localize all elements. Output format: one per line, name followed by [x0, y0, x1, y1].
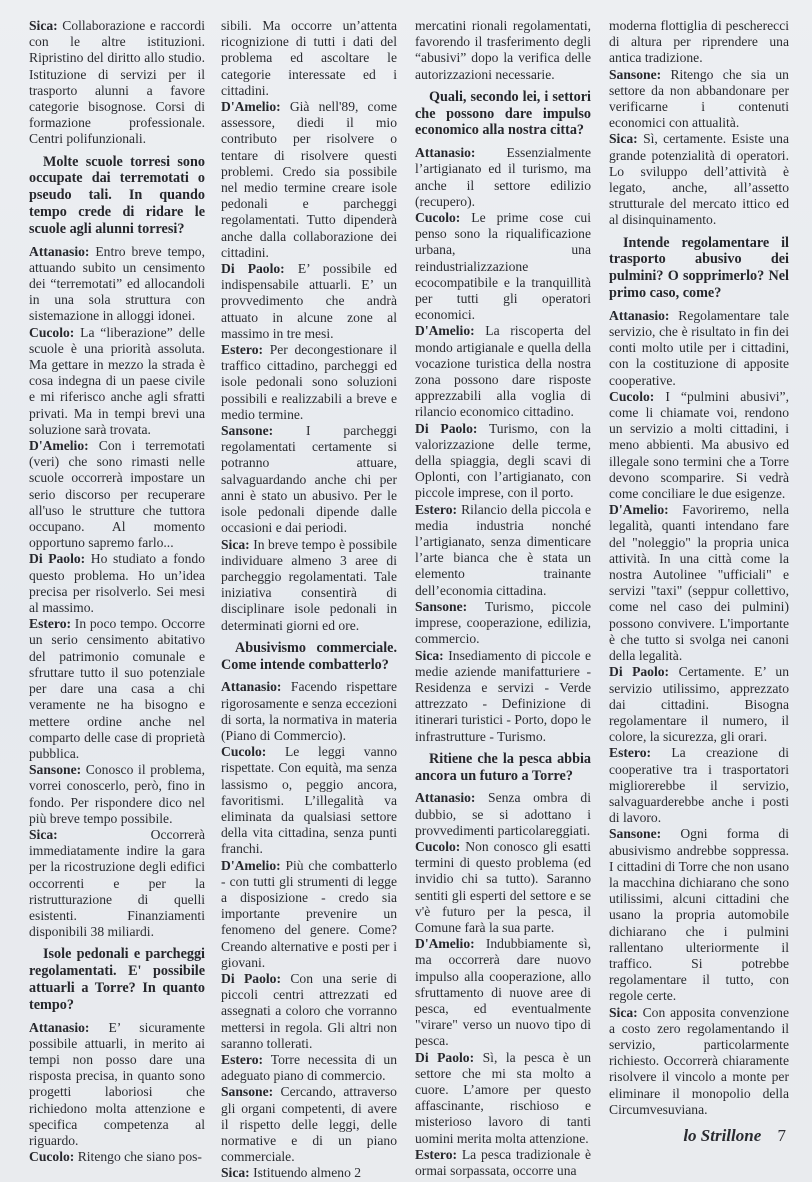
speaker-name: Cucolo: [29, 1149, 75, 1165]
speaker-name: Estero: [609, 745, 652, 761]
interview-answer [609, 745, 789, 826]
answer-text: Con i terremotati (veri) che sono rimasti nelle scuole occorrerà impostare un serio discorso per recuperare all'uso le strutture che tuttora occupano. Al momento opportuno sapremo farlo... [29, 438, 205, 551]
speaker-name: Sica: [609, 131, 638, 147]
interview-answer [415, 145, 591, 210]
answer-text: Cercando, attraverso gli organi competenti, di avere il rispetto delle leggi, delle normative e di un piano commerciale. [221, 1084, 397, 1165]
speaker-name: Sansone: [609, 66, 662, 82]
answer-text: Per decongestionare il traffico cittadino, parcheggi ed isole pedonali sono soluzioni possibili e realizzabili a breve e medio termine. [221, 342, 397, 422]
page-number: 7 [777, 1126, 786, 1145]
answer-text: La riscoperta del mondo artigianale e quella della vocazione turistica della nostra zona possono dare risposte apprezzabili alla voglia di rilancio economico cittadino. [415, 323, 591, 420]
answer-text: Turismo, con la valorizzazione delle terme, della spiaggia, degli scavi di Oplonti, con l’artigianato, con piccole imprese, con il porto. [415, 420, 591, 501]
interview-answer [29, 616, 205, 762]
speaker-name: Di Paolo: [415, 1049, 475, 1065]
interview-answer [221, 1052, 397, 1084]
speaker-name: Di Paolo: [415, 420, 478, 436]
speaker-name: Cucolo: [415, 210, 461, 226]
interview-answer [29, 1020, 205, 1150]
answer-text: E’ possibile ed indispensabile attuarli. E’ un provvedimento che andrà attuato in alcune zone al massimo in tre mesi. [221, 261, 397, 341]
answer-text: Favoriremo, nella legalità, quanti intendano fare del "noleggio" la propria unica attività. In una città come la nostra Autolinee "ufficiali" e servizi "taxi" (seppur collettivo, come nel caso dei pulmini) possono convivere. L'importante è che tutto si svolga nei canoni della legalità. [609, 502, 789, 664]
speaker-name: Attanasio: [29, 243, 90, 259]
speaker-name: D'Amelio: [221, 857, 281, 873]
answer-text: Ritengo che siano pos- [77, 1149, 202, 1165]
answer-text: La pesca tradizionale è ormai sorpassata, occorre una [415, 1146, 591, 1178]
answer-text: Con una serie di piccoli centri attrezzati ed assegnati a coloro che vorranno mettersi in regola. Gli altri non saranno tollerati. [221, 970, 397, 1051]
speaker-name: Sansone: [415, 598, 468, 614]
interview-answer [609, 664, 789, 745]
answer-text: Già nell'89, come assessore, diedi il mio contributo per risolvere o tentare di risolvere questi problemi. Credo sia possibile nel medio termine creare isole pedonali e parcheggi regolamentati. Tutto dipenderà anche dalla collaborazione dei cittadini. [221, 99, 397, 260]
speaker-name: Sica: [415, 647, 444, 663]
answer-text: Le leggi vanno rispettate. Con equità, ma senza lassismo o, peggio ancora, favoritismi. L’illegalità va eliminata da qualsiasi settore della vita cittadina, senza punti franchi. [221, 744, 397, 857]
answer-text: I parcheggi regolamentati certamente si potranno attuare, salvaguardando anche chi per anni è stato un abusivo. Per le isole pedonali dipende dalle occasioni e dai periodi. [221, 423, 397, 536]
answer-text: mercatini rionali regolamentati, favorendo il trasferimento degli “abusivi” dopo la verifica delle autorizzazioni necessarie. [415, 18, 591, 82]
speaker-name: Attanasio: [221, 679, 282, 695]
interview-answer [221, 679, 397, 744]
answer-text: Istituendo almeno 2 [253, 1165, 362, 1181]
answer-text: Regolamentare tale servizio, che è risultato in fin dei conti molto utile per i cittadini, con la costituzione di apposite cooperative. [609, 307, 789, 388]
interview-question: Abusivismo commerciale. Come intende combatterlo? [221, 639, 397, 673]
interview-answer [221, 971, 397, 1052]
interview-answer [29, 827, 205, 940]
speaker-name: Sica: [609, 1004, 638, 1020]
interview-answer [415, 648, 591, 745]
interview-answer [221, 537, 397, 634]
magazine-name: lo Strillone [683, 1126, 762, 1145]
speaker-name: Sica: [29, 18, 58, 33]
speaker-name: Estero: [415, 501, 458, 517]
answer-text: In poco tempo. Occorre un serio censimento abitativo del patrimonio comunale e sfruttare tutto il suo potenziale per dare una casa a chi veramente ne ha bisogno e mettere ordine anche nel comparto delle case di proprietà pubblica. [29, 616, 205, 761]
interview-answer [29, 551, 205, 616]
answer-text: Conosco il problema, vorrei conoscerlo, però, fino in fondo. Per rispondere dico nel più breve tempo possibile. [29, 762, 205, 826]
interview-answer [29, 762, 205, 827]
answer-text: Facendo rispettare rigorosamente e senza eccezioni di sorta, la normativa in materia (Piano di Commercio). [221, 679, 397, 743]
answer-text: Le prime cose cui penso sono la riqualificazione urbana, una reindustrializzazione ecocompatibile e la tranquillità per tutti gli operatori economici. [415, 210, 591, 323]
interview-question: Molte scuole torresi sono occupate dai terremotati o pseudo tali. In quando tempo crede di ridare le scuole agli alunni torresi? [29, 153, 205, 237]
answer-text: Senza ombra di dubbio, se si adottano i provvedimenti particolareggiati. [415, 790, 591, 838]
interview-answer [609, 67, 789, 132]
answer-text: Turismo, piccole imprese, cooperazione, edilizia, commercio. [415, 598, 591, 647]
answer-text: Torre necessita di un adeguato piano di commercio. [221, 1051, 398, 1084]
answer-text: La creazione di cooperative tra i trasportatori migliorerebbe il servizio, salvaguarderebbe anche i posti di lavoro. [609, 745, 789, 826]
interview-answer [29, 244, 205, 325]
speaker-name: Estero: [221, 342, 264, 358]
speaker-name: Di Paolo: [221, 261, 285, 277]
interview-answer [415, 839, 591, 936]
answer-text: Indubbiamente sì, ma occorrerà dare nuovo impulso alla cooperazione, allo sfruttamento di nuove aree di pesca, ed eventualmente "virare" verso un nuovo tipo di pesca. [415, 936, 591, 1049]
interview-answer [415, 1050, 591, 1147]
answer-text: Essenzialmente l’artigianato ed il turismo, ma anche il settore edilizio (recupero). [415, 145, 591, 209]
interview-answer [415, 790, 591, 839]
answer-text: sibili. Ma occorre un’attenta ricognizione di tutti i dati del problema ed ascoltare le categorie interessate ed i cittadini. [221, 18, 397, 98]
speaker-name: D'Amelio: [221, 99, 281, 115]
text-column-4 [609, 18, 789, 1118]
speaker-name: Cucolo: [29, 324, 75, 340]
interview-question: Ritiene che la pesca abbia ancora un futuro a Torre? [415, 750, 591, 784]
speaker-name: D'Amelio: [609, 502, 669, 518]
answer-text: Ho studiato a fondo questo problema. Ho un’idea precisa per risolverlo. Sei mesi al massimo. [29, 551, 205, 616]
answer-text: La “liberazione” delle scuole è una priorità assoluta. Ma gettare in mezzo la strada è cosa indegna di un paese civile e mi riferisco anche agli sfratti privati. Ma in tempi brevi una soluzione sarà trovata. [29, 324, 205, 437]
answer-text: Rilancio della piccola e media industria nonché l’artigianato, senza dimenticare l’arte bianca che è stata un elemento trainante dell’economia cittadina. [415, 501, 592, 598]
text-column-2 [221, 18, 397, 1182]
interview-answer [415, 323, 591, 420]
answer-text: Collaborazione e raccordi con le altre istituzioni. Ripristino del diritto allo studio. Istituzione di servizi per il trasporto alunni a favore categorie bisognose. Corsi di formazione professionale. Centri polifunzionali. [29, 18, 205, 147]
answer-text: E’ sicuramente possibile attuarli, in merito ai tempi non posso dare una risposta precisa, in quanto sono progetti laboriosi che richiedono molta attenzione e specifica competenza al riguardo. [29, 1019, 205, 1148]
interview-answer [29, 438, 205, 551]
interview-answer [221, 744, 397, 857]
interview-answer [415, 502, 591, 599]
interview-answer [415, 421, 591, 502]
interview-answer [609, 389, 789, 502]
speaker-name: Sica: [221, 1165, 250, 1181]
interview-answer [415, 210, 591, 323]
continued-text [221, 18, 397, 99]
interview-answer [221, 1084, 397, 1165]
interview-answer [609, 308, 789, 389]
interview-answer [609, 502, 789, 664]
answer-text: Più che combatterlo - con tutti gli strumenti di legge a disposizione - credo sia importante prevenire un fenomeno del genere. Come? Creando alternative e posti per i giovani. [221, 857, 397, 970]
speaker-name: Sansone: [221, 1084, 274, 1100]
text-column-1 [29, 18, 205, 1165]
interview-answer [415, 1147, 591, 1179]
speaker-name: D'Amelio: [29, 438, 89, 454]
interview-answer [609, 131, 789, 228]
interview-question: Quali, secondo lei, i settori che possono dare impulso economico alla nostra citta? [415, 88, 591, 139]
continued-text [609, 18, 789, 67]
interview-answer [221, 342, 397, 423]
speaker-name: D'Amelio: [415, 936, 475, 952]
speaker-name: Sansone: [29, 762, 82, 778]
interview-answer [29, 325, 205, 438]
interview-answer [221, 261, 397, 342]
text-column-3 [415, 18, 591, 1179]
interview-answer [221, 423, 397, 536]
interview-answer [221, 99, 397, 261]
continued-text [415, 18, 591, 83]
interview-answer [221, 858, 397, 971]
interview-answer [609, 826, 789, 1004]
speaker-name: Estero: [221, 1051, 264, 1067]
answer-text: Insediamento di piccole e medie aziende manifatturiere - Residenza e servizi - Verde attrezzato - Definizione di itinerari turistici - Porto, dopo le infrastrutture - Turismo. [415, 647, 591, 744]
interview-question: Intende regolamentare il trasporto abusivo dei pulmini? O sopprimerlo? Nel primo caso, come? [609, 234, 789, 302]
answer-text: Non conosco gli esatti termini di questo problema (ed invidio chi sa tutto). Saranno sentiti gli esperti del settore e se v'è futuro per la pesca, il Comune farà la sua parte. [415, 838, 591, 935]
answer-text: Ogni forma di abusivismo andrebbe soppressa. I cittadini di Torre che non usano la macchina dichiarano che sono utilissimi, alcuni cittadini che usano la propria automobile dichiarano che i pulmini rallentano ulteriormente il traffico. Si potrebbe regolamentare il tutto, con regole certe. [609, 826, 789, 1004]
speaker-name: Sica: [221, 536, 250, 552]
interview-answer [415, 599, 591, 648]
interview-answer [221, 1165, 397, 1181]
speaker-name: Estero: [29, 616, 72, 632]
answer-text: I “pulmini abusivi”, come li chiamate voi, rendono un servizio a molti cittadini, i meno abbienti. Ma abusivo ed illegale sono termini che a Torre devono scomparire. Si vedrà come conciliare le due esigenze. [609, 388, 789, 502]
speaker-name: Sica: [29, 826, 58, 842]
speaker-name: Attanasio: [609, 307, 670, 323]
interview-answer [415, 936, 591, 1049]
speaker-name: Cucolo: [221, 744, 267, 760]
answer-text: Con apposita convenzione a costo zero regolamentando il servizio, particolarmente richiesto. Occorrerà chiaramente risolvere il vincolo a monte per eliminare il monopolio della Circumvesuviana. [609, 1004, 790, 1117]
speaker-name: Attanasio: [29, 1019, 90, 1035]
answer-text: moderna flottiglia di pescherecci di altura per riprendere una antica tradizione. [609, 18, 789, 66]
speaker-name: Estero: [415, 1146, 458, 1162]
answer-text: In breve tempo è possibile individuare almeno 3 aree di parcheggio regolamentati. Tale iniziativa consentirà di disciplinare isole pedonali in determinati giorni ed ore. [221, 536, 398, 633]
interview-answer [609, 1005, 789, 1118]
answer-text: Sì, la pesca è un settore che mi sta molto a cuore. L’amore per questo affascinante, rischioso e misterioso lavoro di tanti uomini merita molta attenzione. [415, 1049, 591, 1146]
speaker-name: Di Paolo: [29, 551, 86, 567]
interview-answer [29, 18, 205, 148]
speaker-name: Di Paolo: [609, 664, 670, 680]
speaker-name: Cucolo: [609, 388, 655, 404]
page-footer [683, 1126, 786, 1146]
speaker-name: Di Paolo: [221, 970, 281, 986]
answer-text: Sì, certamente. Esiste una grande potenzialità di operatori. Lo sviluppo dell’attività è legato, anche, all’assetto strutturale del mercato ittico ed al disinquinamento. [609, 131, 789, 228]
speaker-name: Attanasio: [415, 145, 476, 161]
interview-answer [29, 1149, 205, 1165]
speaker-name: Sansone: [609, 826, 662, 842]
speaker-name: Attanasio: [415, 790, 476, 806]
speaker-name: Sansone: [221, 423, 274, 439]
speaker-name: D'Amelio: [415, 323, 475, 339]
interview-question: Isole pedonali e parcheggi regolamentati. E' possibile attuarli a Torre? In quanto tempo? [29, 946, 205, 1013]
answer-text: Ritengo che sia un settore da non abbandonare per verificarne i contenuti economici con attualità. [609, 66, 789, 131]
answer-text: Entro breve tempo, attuando subito un censimento dei “terremotati” ed allocandoli in una sola struttura con sistemazione in alloggi idonei. [29, 243, 205, 324]
answer-text: Certamente. E’ un servizio utilissimo, apprezzato dai cittadini. Bisogna regolamentare il numero, il colore, la sicurezza, gli orari. [609, 664, 789, 745]
answer-text: Occorrerà immediatamente indire la gara per la ricostruzione degli edifici occorrenti e per la ristrutturazione di quelli esistenti. Finanziamenti disponibili 38 miliardi. [29, 826, 205, 940]
speaker-name: Cucolo: [415, 838, 461, 854]
